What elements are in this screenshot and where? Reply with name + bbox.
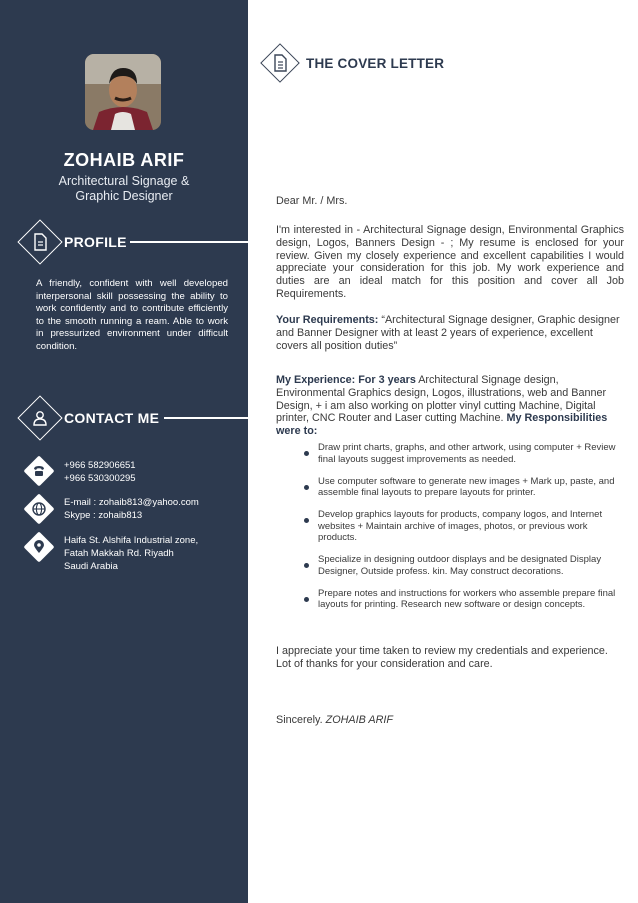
phone-1[interactable]: +966 582906651 [64, 460, 136, 471]
profile-text: A friendly, confident with well developed interpersonal skill possessing the ability to work confidently and to contribute efficiently to the smooth running a ream. Able to work in pressurized environment under difficult condition. [36, 278, 228, 352]
experience-label: My Experience: For 3 years [276, 374, 416, 386]
phone-icon [31, 463, 47, 479]
profile-photo [85, 54, 161, 130]
intro-paragraph: I'm interested in - Architectural Signage design, Environmental Graphics design, Logos, Banners Design - ; My resume is enclosed for your review. Given my closely experience and excellent capabilities I would appreciate your consideration for this job. My work experience and duties are an ideal match for this position and cover all Job Requirements. [276, 224, 624, 300]
sidebar [0, 0, 248, 903]
globe-icon [31, 501, 47, 517]
requirements-text: “Architectural Signage designer, Graphic designer and Banner Designer with at least 2 years of experience, excellent covers all position duties” [276, 314, 620, 352]
contact-heading: CONTACT ME [64, 410, 160, 426]
sincerely: Sincerely. [276, 714, 323, 726]
user-icon [30, 408, 50, 428]
location-pin-icon [31, 539, 47, 555]
person-name: ZOHAIB ARIF [63, 150, 185, 170]
experience-paragraph [276, 374, 624, 438]
experience-text: Architectural Signage design, Environmental Graphics design, Logos, illustrations, web and Banner Design, + i am also working on plotter vinyl cutting Machine, Digital printer, CNC Router and Laser cutting Machine. [276, 374, 607, 425]
list-item: Specialize in designing outdoor displays and be designated Display Designer, Outside profess. kin. May construct decorations. [304, 554, 622, 577]
address-line-2: Fatah Makkah Rd. Riyadh [64, 548, 174, 559]
responsibilities-label: My Responsibilities were to: [276, 412, 608, 438]
list-item: Draw print charts, graphs, and other artwork, using computer + Review final layouts suggest improvements as needed. [304, 442, 622, 465]
phone-icon-badge [23, 455, 54, 486]
signature: ZOHAIB ARIF [325, 714, 393, 726]
profile-document-icon [30, 232, 50, 252]
contact-divider [164, 417, 248, 419]
profile-divider [130, 241, 248, 243]
document-icon [270, 53, 290, 73]
phone-2[interactable]: +966 530300295 [64, 473, 136, 484]
address-line-3: Saudi Arabia [64, 561, 118, 572]
list-item: Use computer software to generate new images + Mark up, paste, and assemble final layouts to prepare layouts for printer. [304, 476, 622, 499]
salutation: Dear Mr. / Mrs. [276, 195, 348, 207]
list-item: Develop graphics layouts for products, company logos, and Internet websites + Maintain archive of images, photos, or previous work products. [304, 509, 622, 544]
closing-paragraph: I appreciate your time taken to review my credentials and experience. Lot of thanks for your consideration and care. [276, 645, 608, 670]
address-line-1: Haifa St. Alshifa Industrial zone, [64, 535, 199, 546]
location-icon-badge [23, 531, 54, 562]
list-item: Prepare notes and instructions for workers who assemble prepare final layouts for printing. Research new software or design concepts. [304, 588, 622, 611]
requirements-paragraph [276, 314, 624, 352]
person-role: Architectural Signage & Graphic Designer [58, 174, 190, 203]
globe-icon-badge [23, 493, 54, 524]
profile-heading: PROFILE [64, 234, 127, 250]
responsibilities-list [304, 442, 622, 621]
signoff [276, 714, 624, 727]
skype[interactable]: Skype : zohaib813 [64, 510, 143, 521]
requirements-label: Your Requirements: [276, 314, 379, 326]
email[interactable]: E-mail : zohaib813@yahoo.com [64, 497, 199, 508]
cover-letter-title: THE COVER LETTER [306, 56, 445, 71]
